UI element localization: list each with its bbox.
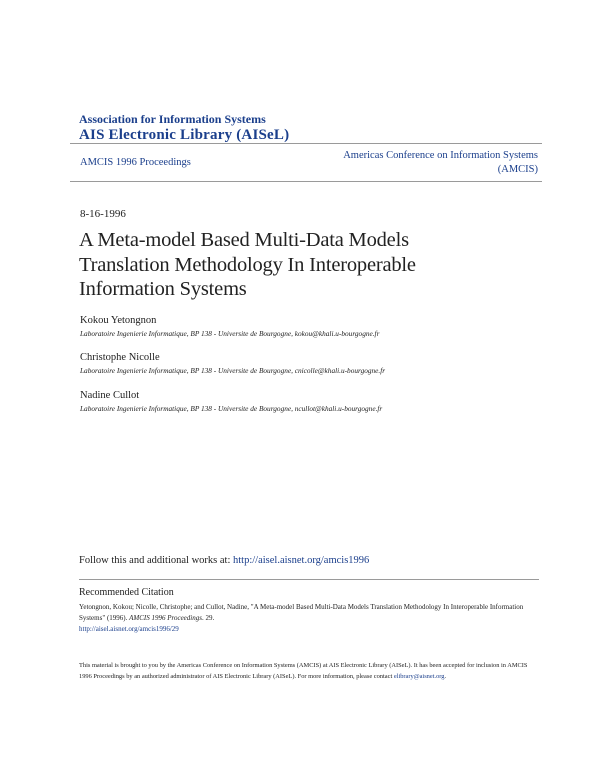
divider	[79, 579, 539, 580]
proceedings-link[interactable]: AMCIS 1996 Proceedings	[80, 157, 191, 168]
organization-name[interactable]: Association for Information Systems	[79, 112, 266, 126]
author-name: Nadine Cullot	[80, 390, 140, 401]
publication-date: 8-16-1996	[80, 208, 126, 220]
citation-heading: Recommended Citation	[79, 587, 174, 598]
citation-venue: AMCIS 1996 Proceedings	[129, 614, 202, 622]
author-affiliation: Laboratoire Ingenierie Informatique, BP 138 - Universite de Bourgogne, ncullot@khali.u-bourgogne.fr	[80, 404, 383, 413]
footer-text: This material is brought to you by the Americas Conference on Information Systems (AMCIS) at AIS Electronic Library (AISeL). It has been accepted for inclusion in AMCIS 1996 Proceedings by an authorized administrator of AIS Electronic Library (AISeL). For more information, please contact	[79, 662, 528, 680]
author-name: Christophe Nicolle	[80, 352, 160, 363]
contact-email-link[interactable]: elibrary@aisnet.org	[393, 673, 445, 680]
follow-link[interactable]: http://aisel.aisnet.org/amcis1996	[233, 555, 370, 566]
author-affiliation: Laboratoire Ingenierie Informatique, BP 138 - Universite de Bourgogne, cnicolle@khali.u-bourgogne.fr	[80, 366, 386, 375]
author-affiliation: Laboratoire Ingenierie Informatique, BP 138 - Universite de Bourgogne, kokou@khali.u-bourgogne.fr	[80, 329, 380, 338]
follow-text: Follow this and additional works at:	[79, 555, 233, 566]
citation-number: . 29.	[201, 614, 215, 622]
footer-end: .	[444, 673, 447, 680]
paper-title: A Meta-model Based Multi-Data Models Translation Methodology In Interoperable Information Systems	[79, 229, 416, 300]
citation-text	[79, 602, 539, 635]
conference-link[interactable]: Americas Conference on Information Systems (AMCIS)	[343, 150, 538, 175]
proceedings-band	[70, 143, 542, 182]
author-block	[80, 389, 530, 413]
author-block	[80, 351, 530, 375]
author-block	[80, 314, 530, 338]
footer-notice	[79, 660, 539, 682]
library-name[interactable]: AIS Electronic Library (AISeL)	[79, 127, 290, 143]
author-name: Kokou Yetongnon	[80, 315, 157, 326]
follow-line	[79, 555, 369, 566]
publisher-header	[79, 112, 289, 144]
citation-link[interactable]: http://aisel.aisnet.org/amcis1996/29	[79, 625, 179, 633]
citation-body: Yetongnon, Kokou; Nicolle, Christophe; and Cullot, Nadine, "A Meta-model Based Multi-Data Models Translation Methodology In Interoperable Information Systems" (1996).	[79, 603, 524, 622]
